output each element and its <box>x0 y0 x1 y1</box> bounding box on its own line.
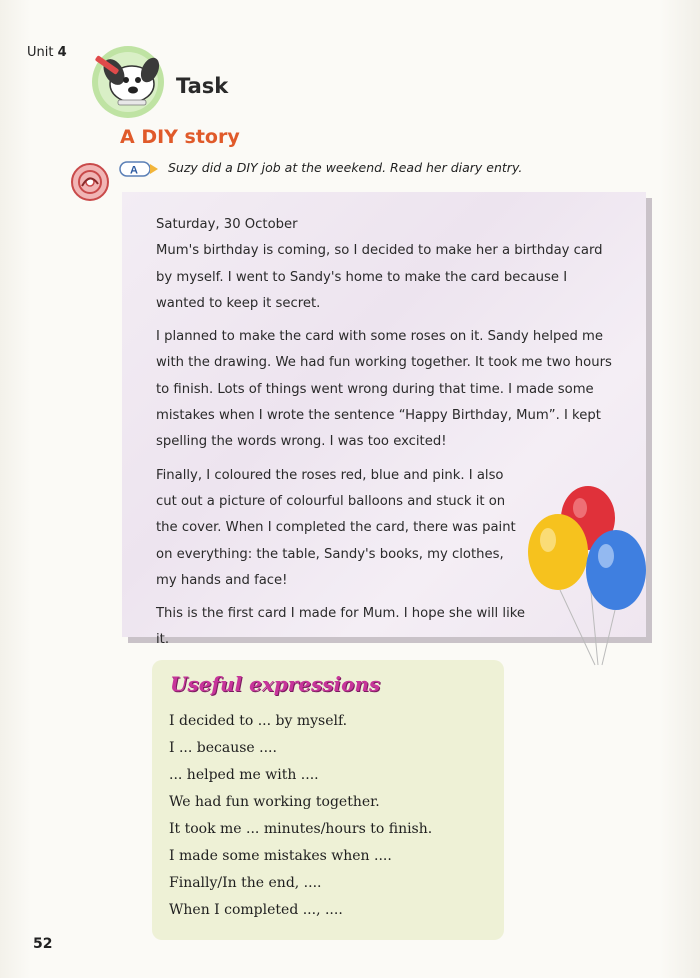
diary-paragraph-3: Finally, I coloured the roses red, blue and pink. I also cut out a picture of colourful balloons and stuck it on the cover. When I completed the card, there was paint on everything: the table, Sandy's books, my clothes, my hands and face! <box>156 467 516 588</box>
useful-expressions-heading: Useful expressions <box>170 672 381 696</box>
unit-number: 4 <box>57 45 67 60</box>
diary-paragraph-1: Mum's birthday is coming, so I decided to make her a birthday card by myself. I went to Sandy's home to make the card because I wanted to keep it secret. <box>156 243 603 311</box>
useful-expression-item: It took me ... minutes/hours to finish. <box>169 821 433 837</box>
exercise-instruction: Suzy did a DIY job at the weekend. Read her diary entry. <box>168 160 523 175</box>
dog-mascot-icon <box>88 42 168 122</box>
page-number: 52 <box>33 936 53 952</box>
useful-expression-item: I ... because .... <box>169 740 277 756</box>
useful-expression-item: ... helped me with .... <box>169 767 319 783</box>
lesson-subtitle: A DIY story <box>120 126 240 148</box>
useful-expression-item: When I completed ..., .... <box>169 902 343 918</box>
exercise-tag-letter: A <box>130 164 138 177</box>
exercise-tag-a <box>119 161 159 177</box>
useful-expression-item: Finally/In the end, .... <box>169 875 322 891</box>
diary-paragraph-2: I planned to make the card with some roses on it. Sandy helped me with the drawing. We had fun working together. It took me two hours to finish. Lots of things went wrong during that time. I made some mistakes when I wrote the sentence “Happy Birthday, Mum”. I kept spelling the words wrong. I was too excited! <box>156 329 612 450</box>
diary-paragraph-4: This is the first card I made for Mum. I hope she will like it. <box>156 606 526 648</box>
useful-expressions-list <box>169 708 432 924</box>
task-title: Task <box>176 74 229 98</box>
useful-expression-item: I made some mistakes when .... <box>169 848 392 864</box>
useful-expression-item: I decided to ... by myself. <box>169 713 348 729</box>
balloons-icon <box>520 480 660 680</box>
diary-date: Saturday, 30 October <box>156 217 298 232</box>
useful-expression-item: We had fun working together. <box>169 794 380 810</box>
unit-prefix: Unit <box>27 45 54 60</box>
unit-label <box>27 45 67 60</box>
cd-audio-icon[interactable] <box>70 162 110 202</box>
